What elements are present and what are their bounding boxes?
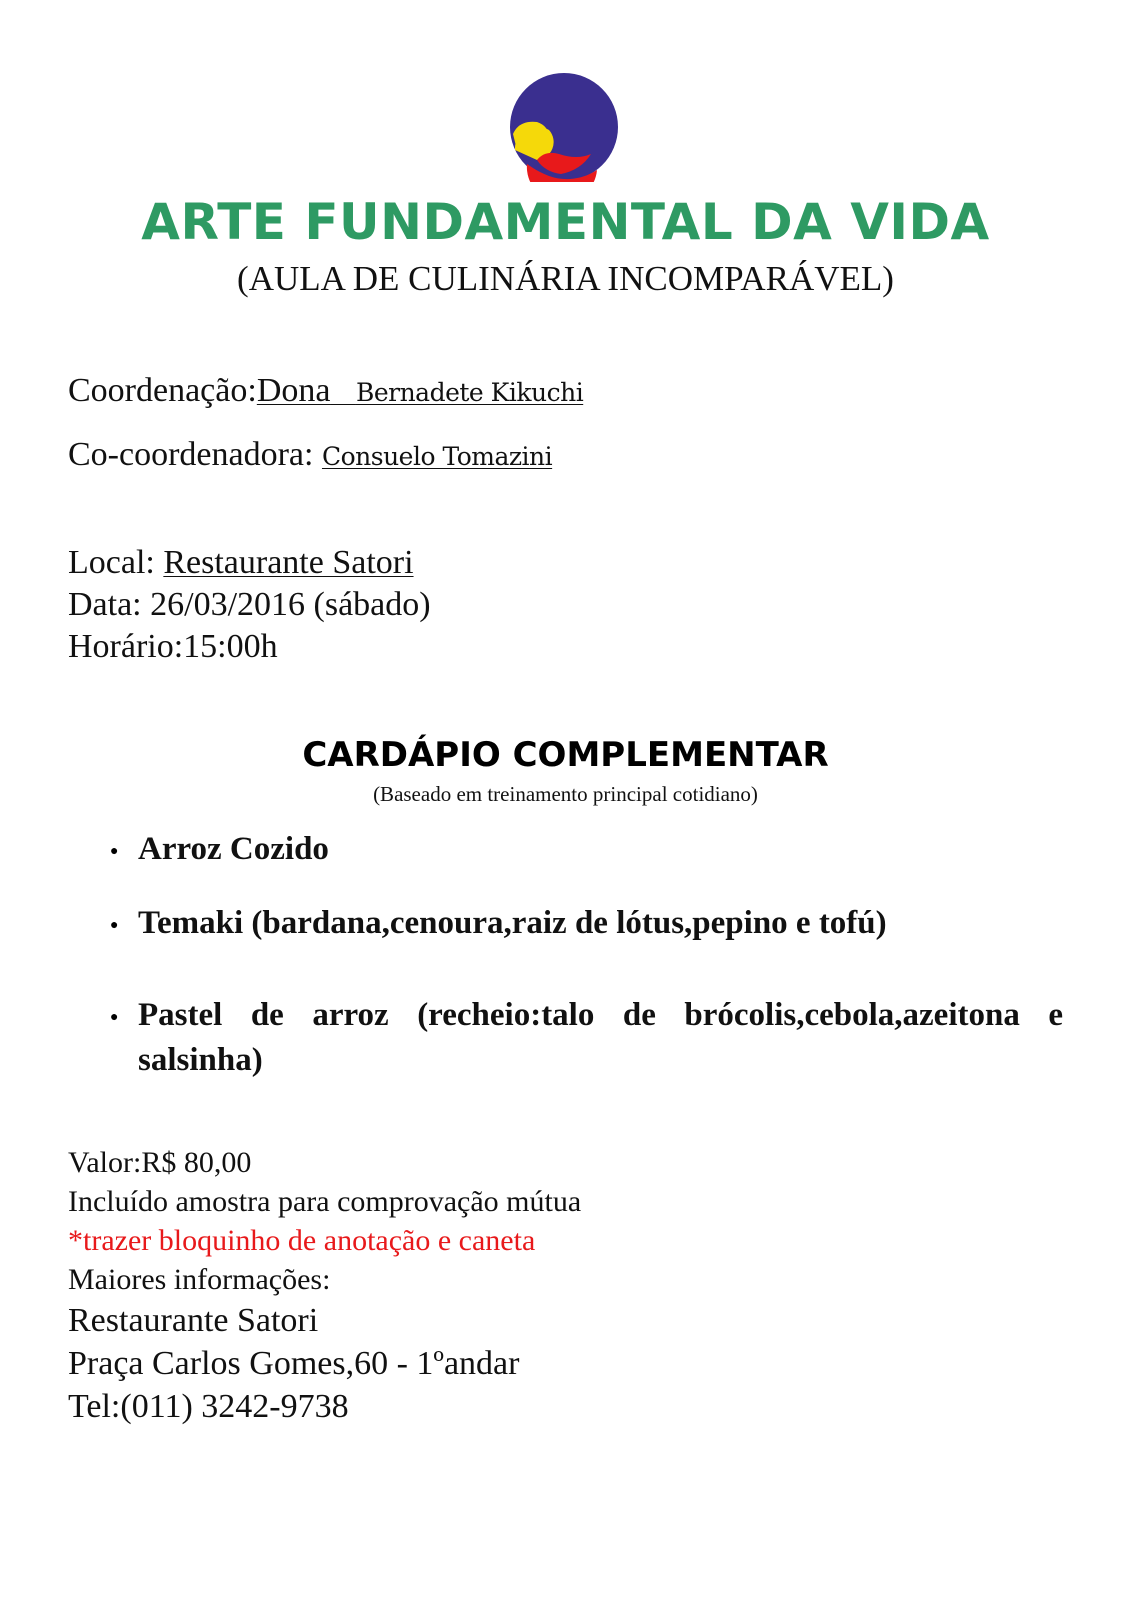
coordination-line bbox=[68, 372, 583, 410]
address-line: Praça Carlos Gomes,60 - 1ºandar bbox=[68, 1345, 520, 1382]
co-coordination-label: Co-coordenadora: bbox=[68, 436, 314, 473]
bullet-icon: ● bbox=[110, 918, 119, 933]
included-line: Incluído amostra para comprovação mútua bbox=[68, 1185, 582, 1218]
coordination-name: Bernadete Kikuchi bbox=[355, 378, 584, 407]
menu-item: Arroz Cozido bbox=[138, 831, 329, 867]
co-coordination-line bbox=[68, 436, 552, 474]
more-info-line: Maiores informações: bbox=[68, 1263, 331, 1296]
coordination-dona: Dona bbox=[256, 372, 331, 409]
local-line bbox=[68, 544, 414, 582]
time-line: Horário:15:00h bbox=[68, 628, 278, 665]
menu-item: Temaki (bardana,cenoura,raiz de lótus,pepino e tofú) bbox=[138, 905, 887, 941]
menu-item: Pastel de arroz (recheio:talo de brócolis,cebola,azeitona e salsinha) bbox=[138, 997, 1063, 1078]
local-label: Local: bbox=[68, 544, 164, 581]
coordination-value bbox=[257, 372, 583, 409]
local-value: Restaurante Satori bbox=[163, 544, 414, 581]
note-line: *trazer bloquinho de anotação e caneta bbox=[68, 1224, 536, 1257]
place-line: Restaurante Satori bbox=[68, 1302, 319, 1339]
price-line: Valor:R$ 80,00 bbox=[68, 1146, 252, 1179]
bullet-icon: ● bbox=[110, 844, 119, 859]
date-line: Data: 26/03/2016 (sábado) bbox=[68, 586, 431, 623]
page-title: ARTE FUNDAMENTAL DA VIDA bbox=[141, 193, 990, 251]
circle-logo-icon bbox=[509, 72, 619, 182]
menu-title: CARDÁPIO COMPLEMENTAR bbox=[302, 735, 829, 775]
co-coordination-name: Consuelo Tomazini bbox=[321, 442, 553, 471]
coordination-label: Coordenação: bbox=[68, 372, 257, 409]
page-subtitle: (AULA DE CULINÁRIA INCOMPARÁVEL) bbox=[237, 259, 894, 298]
bullet-icon: ● bbox=[110, 1010, 119, 1025]
menu-subtitle: (Baseado em treinamento principal cotidiano) bbox=[373, 782, 758, 806]
phone-line: Tel:(011) 3242-9738 bbox=[68, 1388, 349, 1425]
